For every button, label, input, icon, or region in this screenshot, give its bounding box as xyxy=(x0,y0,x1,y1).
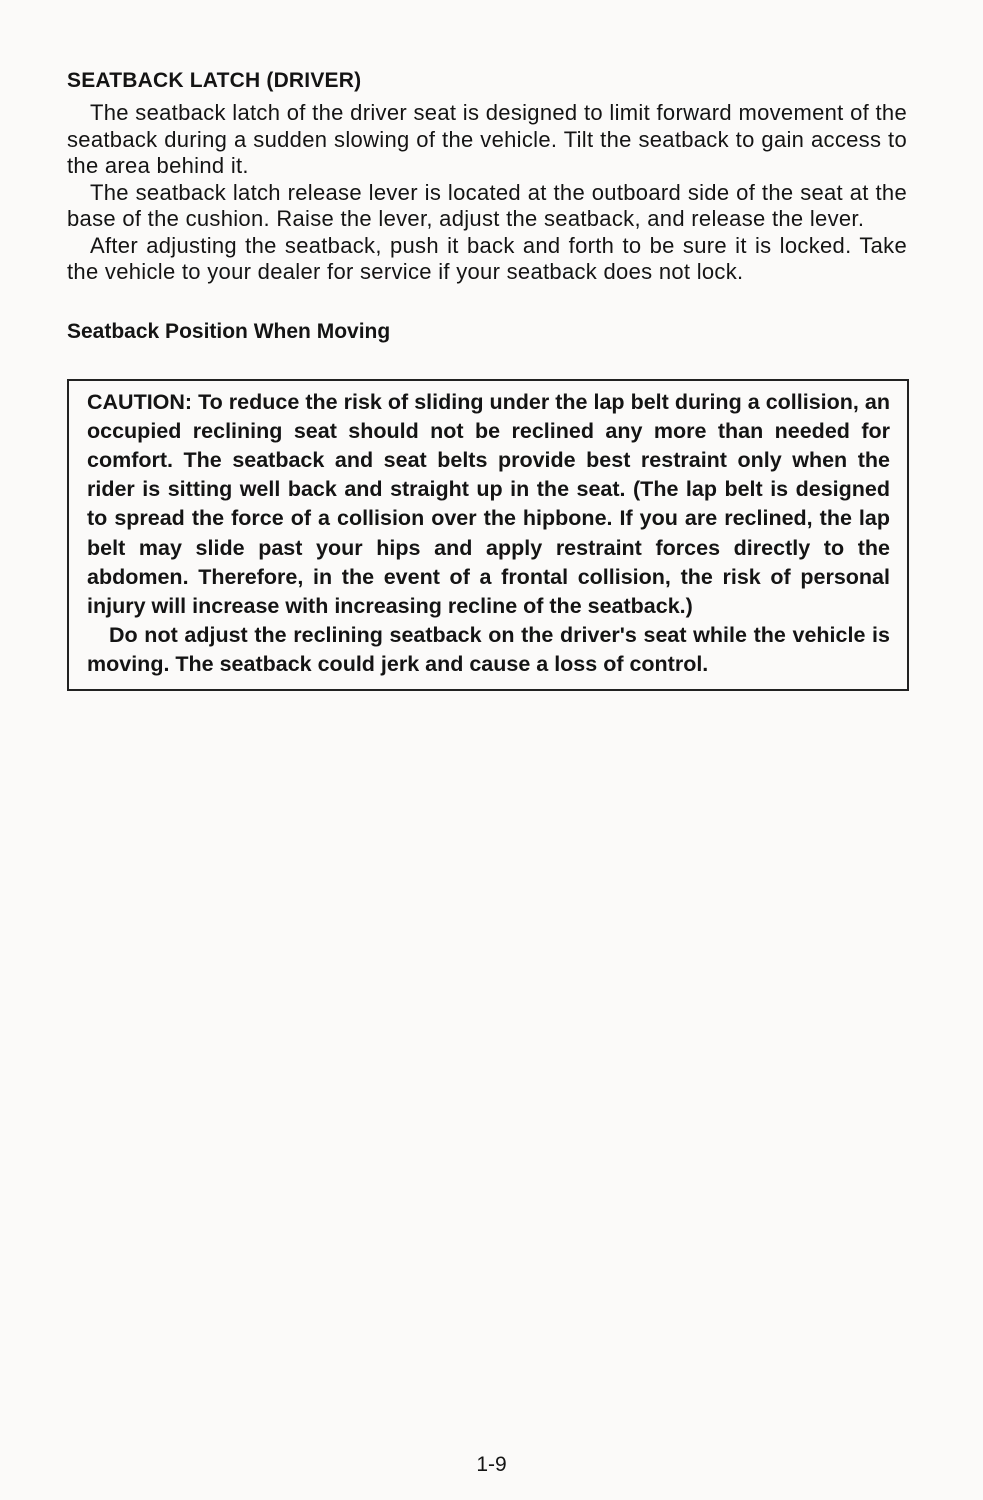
caution-warning-paragraph: Do not adjust the reclining seatback on the driver's seat while the vehicle is moving. The seatback could jerk and cause a loss of control. xyxy=(87,623,890,677)
caution-paragraph: CAUTION: To reduce the risk of sliding under the lap belt during a collision, an occupied reclining seat should not be reclined any more than needed for comfort. The seatback and seat belts provide best restraint only when the rider is sitting well back and straight up in the seat. (The lap belt is designed to spread the force of a collision over the hipbone. If you are reclined, the lap belt may slide past your hips and apply restraint forces directly to the abdomen. Therefore, in the event of a frontal collision, the risk of personal injury will increase with increasing recline of the seatback.) xyxy=(87,389,890,618)
paragraph-latch-lever: The seatback latch release lever is located at the outboard side of the seat at the base of the cushion. Raise the lever, adjust the seatback, and release the lever. xyxy=(67,179,907,231)
caution-box xyxy=(67,379,909,691)
paragraph-latch-purpose: The seatback latch of the driver seat is designed to limit forward movement of the seatback during a sudden slowing of the vehicle. Tilt the seatback to gain access to the area behind it. xyxy=(67,100,907,178)
page-number: 1-9 xyxy=(476,1453,507,1476)
paragraph-latch-check: After adjusting the seatback, push it back and forth to be sure it is locked. Take the vehicle to your dealer for service if your seatback does not lock. xyxy=(67,232,907,284)
section-heading: SEATBACK LATCH (DRIVER) xyxy=(67,69,362,92)
page-content xyxy=(67,68,907,691)
subsection-heading: Seatback Position When Moving xyxy=(67,319,391,343)
